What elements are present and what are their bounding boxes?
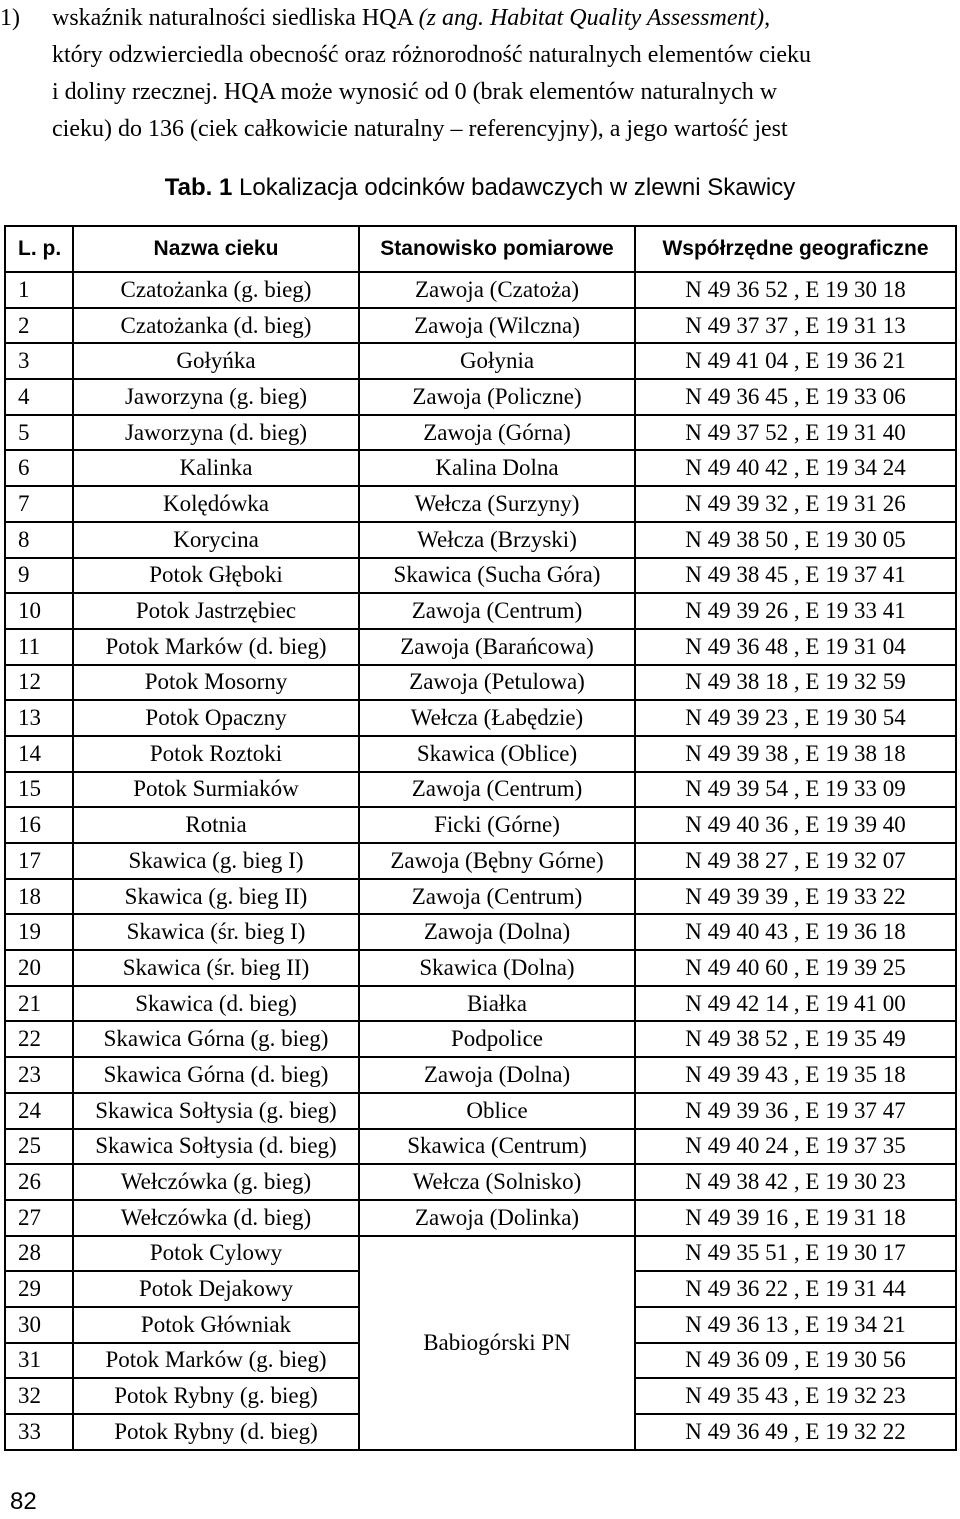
cell-station: Kalina Dolna [359, 450, 635, 486]
cell-name: Skawica (d. bieg) [73, 986, 359, 1022]
cell-station: Zawoja (Dolna) [359, 914, 635, 950]
cell-lp: 18 [5, 879, 73, 915]
cell-station: Zawoja (Bębny Górne) [359, 843, 635, 879]
table-row [5, 879, 956, 915]
cell-coords: N 49 40 60 , E 19 39 25 [635, 950, 956, 986]
table-row [5, 343, 956, 379]
cell-station: Wełcza (Łabędzie) [359, 700, 635, 736]
cell-station: Zawoja (Dolinka) [359, 1200, 635, 1236]
cell-name: Potok Rybny (d. bieg) [73, 1414, 359, 1450]
cell-coords: N 49 36 45 , E 19 33 06 [635, 379, 956, 415]
cell-station: Zawoja (Centrum) [359, 772, 635, 808]
table-row [5, 450, 956, 486]
intro-line-1-text: wskaźnik naturalności siedliska HQA [52, 5, 419, 31]
cell-name: Potok Dejakowy [73, 1271, 359, 1307]
cell-lp: 26 [5, 1164, 73, 1200]
table-row [5, 914, 956, 950]
cell-station: Oblice [359, 1093, 635, 1129]
cell-coords: N 49 38 42 , E 19 30 23 [635, 1164, 956, 1200]
cell-station: Podpolice [359, 1021, 635, 1057]
cell-name: Potok Marków (d. bieg) [73, 629, 359, 665]
cell-station: Zawoja (Wilczna) [359, 308, 635, 344]
table-header-row [5, 226, 956, 272]
cell-coords: N 49 39 38 , E 19 38 18 [635, 736, 956, 772]
cell-station: Zawoja (Centrum) [359, 879, 635, 915]
intro-line-1-italic: (z ang. Habitat Quality Assessment), [418, 5, 771, 31]
cell-lp: 33 [5, 1414, 73, 1450]
cell-name: Gołyńka [73, 343, 359, 379]
table-row [5, 1236, 956, 1272]
cell-name: Czatożanka (g. bieg) [73, 272, 359, 308]
cell-coords: N 49 42 14 , E 19 41 00 [635, 986, 956, 1022]
cell-name: Skawica (śr. bieg I) [73, 914, 359, 950]
table-row [5, 950, 956, 986]
cell-coords: N 49 36 52 , E 19 30 18 [635, 272, 956, 308]
table-row [5, 522, 956, 558]
cell-coords: N 49 40 24 , E 19 37 35 [635, 1129, 956, 1165]
cell-station: Białka [359, 986, 635, 1022]
cell-name: Jaworzyna (g. bieg) [73, 379, 359, 415]
cell-lp: 32 [5, 1378, 73, 1414]
cell-coords: N 49 38 50 , E 19 30 05 [635, 522, 956, 558]
cell-coords: N 49 37 52 , E 19 31 40 [635, 415, 956, 451]
cell-station: Wełcza (Brzyski) [359, 522, 635, 558]
cell-coords: N 49 39 32 , E 19 31 26 [635, 486, 956, 522]
header-lp: L. p. [5, 226, 73, 272]
cell-station: Skawica (Centrum) [359, 1129, 635, 1165]
table-row [5, 1021, 956, 1057]
cell-name: Skawica Sołtysia (d. bieg) [73, 1129, 359, 1165]
cell-coords: N 49 39 26 , E 19 33 41 [635, 593, 956, 629]
intro-line-2: który odzwierciedla obecność oraz różnorodność naturalnych elementów cieku [52, 42, 812, 68]
cell-coords: N 49 37 37 , E 19 31 13 [635, 308, 956, 344]
header-name: Nazwa cieku [73, 226, 359, 272]
cell-coords: N 49 39 54 , E 19 33 09 [635, 772, 956, 808]
table-row [5, 807, 956, 843]
cell-coords: N 49 40 42 , E 19 34 24 [635, 450, 956, 486]
cell-name: Korycina [73, 522, 359, 558]
cell-station: Wełcza (Surzyny) [359, 486, 635, 522]
cell-coords: N 49 39 39 , E 19 33 22 [635, 879, 956, 915]
cell-coords: N 49 38 18 , E 19 32 59 [635, 665, 956, 701]
cell-lp: 19 [5, 914, 73, 950]
cell-station: Gołynia [359, 343, 635, 379]
table-row [5, 593, 956, 629]
table-row [5, 665, 956, 701]
cell-coords: N 49 40 36 , E 19 39 40 [635, 807, 956, 843]
cell-lp: 4 [5, 379, 73, 415]
header-station: Stanowisko pomiarowe [359, 226, 635, 272]
cell-station: Wełcza (Solnisko) [359, 1164, 635, 1200]
cell-lp: 6 [5, 450, 73, 486]
cell-lp: 15 [5, 772, 73, 808]
intro-paragraph [0, 0, 960, 148]
cell-lp: 12 [5, 665, 73, 701]
cell-lp: 27 [5, 1200, 73, 1236]
table-row [5, 415, 956, 451]
intro-line-4: cieku) do 136 (ciek całkowicie naturalny – referencyjny), a jego wartość jest [52, 116, 788, 142]
cell-station: Zawoja (Barańcowa) [359, 629, 635, 665]
cell-name: Potok Marków (g. bieg) [73, 1343, 359, 1379]
cell-lp: 21 [5, 986, 73, 1022]
cell-station: Ficki (Górne) [359, 807, 635, 843]
cell-lp: 13 [5, 700, 73, 736]
cell-lp: 25 [5, 1129, 73, 1165]
cell-name: Potok Opaczny [73, 700, 359, 736]
cell-coords: N 49 39 16 , E 19 31 18 [635, 1200, 956, 1236]
cell-coords: N 49 36 48 , E 19 31 04 [635, 629, 956, 665]
cell-station: Zawoja (Górna) [359, 415, 635, 451]
cell-coords: N 49 36 09 , E 19 30 56 [635, 1343, 956, 1379]
cell-name: Potok Głęboki [73, 558, 359, 594]
cell-lp: 29 [5, 1271, 73, 1307]
cell-lp: 28 [5, 1236, 73, 1272]
cell-coords: N 49 39 43 , E 19 35 18 [635, 1057, 956, 1093]
header-coords: Współrzędne geograficzne [635, 226, 956, 272]
cell-coords: N 49 39 23 , E 19 30 54 [635, 700, 956, 736]
cell-name: Jaworzyna (d. bieg) [73, 415, 359, 451]
cell-name: Czatożanka (d. bieg) [73, 308, 359, 344]
cell-lp: 24 [5, 1093, 73, 1129]
cell-name: Skawica Górna (d. bieg) [73, 1057, 359, 1093]
cell-name: Kalinka [73, 450, 359, 486]
cell-lp: 3 [5, 343, 73, 379]
cell-coords: N 49 36 22 , E 19 31 44 [635, 1271, 956, 1307]
intro-line-3: i doliny rzecznej. HQA może wynosić od 0 (brak elementów naturalnych w [52, 79, 778, 105]
table-row [5, 700, 956, 736]
cell-name: Potok Rybny (g. bieg) [73, 1378, 359, 1414]
cell-station: Zawoja (Petulowa) [359, 665, 635, 701]
cell-lp: 2 [5, 308, 73, 344]
table-row [5, 1057, 956, 1093]
cell-name: Potok Jastrzębiec [73, 593, 359, 629]
cell-name: Skawica (g. bieg I) [73, 843, 359, 879]
cell-station: Skawica (Sucha Góra) [359, 558, 635, 594]
cell-name: Skawica Sołtysia (g. bieg) [73, 1093, 359, 1129]
cell-lp: 10 [5, 593, 73, 629]
cell-coords: N 49 40 43 , E 19 36 18 [635, 914, 956, 950]
page-number: 82 [10, 1488, 37, 1515]
cell-name: Potok Roztoki [73, 736, 359, 772]
table-body [5, 272, 956, 1450]
cell-name: Skawica Górna (g. bieg) [73, 1021, 359, 1057]
cell-coords: N 49 39 36 , E 19 37 47 [635, 1093, 956, 1129]
list-number: 1) [0, 5, 20, 31]
cell-name: Wełczówka (d. bieg) [73, 1200, 359, 1236]
cell-station: Zawoja (Centrum) [359, 593, 635, 629]
cell-lp: 20 [5, 950, 73, 986]
cell-coords: N 49 41 04 , E 19 36 21 [635, 343, 956, 379]
cell-coords: N 49 35 51 , E 19 30 17 [635, 1236, 956, 1272]
table-row [5, 1200, 956, 1236]
table-row [5, 843, 956, 879]
cell-station: Skawica (Dolna) [359, 950, 635, 986]
table-row [5, 629, 956, 665]
cell-coords: N 49 35 43 , E 19 32 23 [635, 1378, 956, 1414]
table-row [5, 1129, 956, 1165]
cell-name: Rotnia [73, 807, 359, 843]
table-row [5, 308, 956, 344]
cell-coords: N 49 38 27 , E 19 32 07 [635, 843, 956, 879]
cell-lp: 31 [5, 1343, 73, 1379]
cell-name: Potok Główniak [73, 1307, 359, 1343]
cell-lp: 5 [5, 415, 73, 451]
table-row [5, 379, 956, 415]
cell-lp: 9 [5, 558, 73, 594]
cell-name: Skawica (g. bieg II) [73, 879, 359, 915]
cell-coords: N 49 38 45 , E 19 37 41 [635, 558, 956, 594]
table-row [5, 736, 956, 772]
cell-coords: N 49 36 49 , E 19 32 22 [635, 1414, 956, 1450]
cell-name: Kolędówka [73, 486, 359, 522]
table-row [5, 772, 956, 808]
cell-station: Zawoja (Czatoża) [359, 272, 635, 308]
table-row [5, 1164, 956, 1200]
cell-lp: 16 [5, 807, 73, 843]
table-caption-label: Tab. 1 [164, 174, 233, 201]
cell-name: Wełczówka (g. bieg) [73, 1164, 359, 1200]
cell-coords: N 49 38 52 , E 19 35 49 [635, 1021, 956, 1057]
intro-line-1 [0, 0, 960, 37]
table-caption [0, 170, 960, 206]
table-row [5, 986, 956, 1022]
cell-lp: 30 [5, 1307, 73, 1343]
cell-name: Potok Mosorny [73, 665, 359, 701]
cell-name: Skawica (śr. bieg II) [73, 950, 359, 986]
cell-station-merged: Babiogórski PN [359, 1236, 635, 1450]
table-row [5, 486, 956, 522]
cell-lp: 22 [5, 1021, 73, 1057]
locations-table [4, 225, 957, 1451]
table-row [5, 558, 956, 594]
table-caption-text: Lokalizacja odcinków badawczych w zlewni Skawicy [232, 174, 796, 201]
table-row [5, 272, 956, 308]
cell-lp: 11 [5, 629, 73, 665]
table-row [5, 1093, 956, 1129]
cell-lp: 7 [5, 486, 73, 522]
cell-lp: 17 [5, 843, 73, 879]
cell-station: Zawoja (Dolna) [359, 1057, 635, 1093]
cell-name: Potok Cylowy [73, 1236, 359, 1272]
cell-name: Potok Surmiaków [73, 772, 359, 808]
cell-coords: N 49 36 13 , E 19 34 21 [635, 1307, 956, 1343]
cell-station: Skawica (Oblice) [359, 736, 635, 772]
cell-lp: 1 [5, 272, 73, 308]
cell-lp: 14 [5, 736, 73, 772]
cell-lp: 23 [5, 1057, 73, 1093]
cell-station: Zawoja (Policzne) [359, 379, 635, 415]
cell-lp: 8 [5, 522, 73, 558]
